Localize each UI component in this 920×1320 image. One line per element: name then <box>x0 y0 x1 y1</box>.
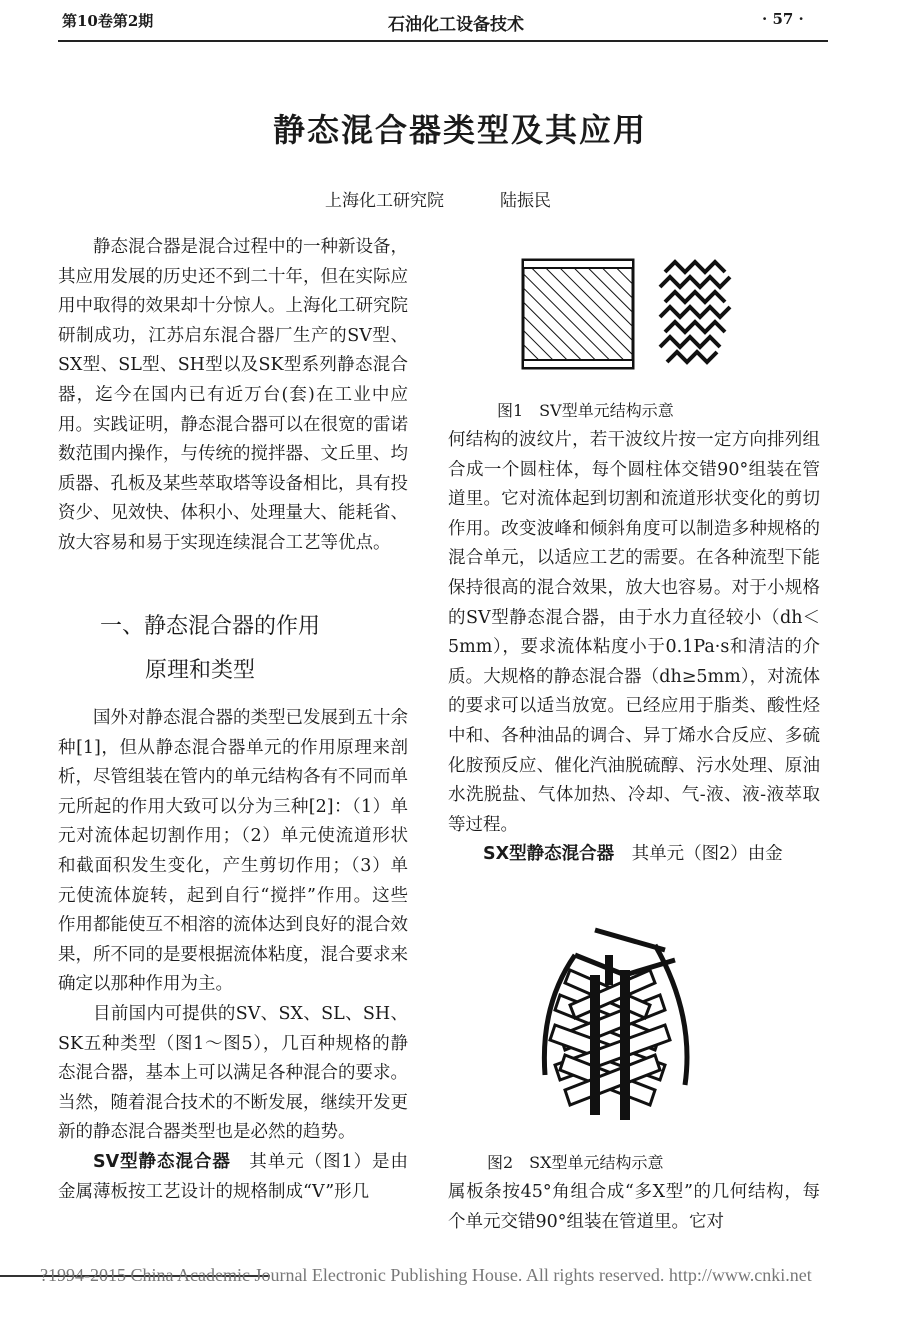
sv-corrugated-sheets <box>660 262 730 362</box>
left-column <box>58 233 408 559</box>
sx-heading: SX型静态混合器 <box>483 844 615 865</box>
author-name: 陆振民 <box>500 191 551 211</box>
journal-name: 石油化工设备技术 <box>388 15 524 35</box>
sv-heading: SV型静态混合器 <box>93 1151 231 1172</box>
section1-paragraph: 国外对静态混合器的类型已发展到五十余种[1]，但从静态混合器单元的作用原理来剖析，尽管组装在管内的单元结构各有不同而单元所起的作用大致可以分为三种[2]：（1）单元对流体起切割作用；（2）单元使流道形状和截面积发生变化，产生剪切作用；（3）单元使流体旋转，起到自行“搅拌”作用。这些作用都能使互不相溶的流体达到良好的混合效果，所不同的是要根据流体粘度，混合要求来确定以那种作用为主。 <box>58 708 408 995</box>
author-institution: 上海化工研究院 <box>325 191 444 211</box>
header-rule <box>58 40 828 42</box>
right-column-bottom <box>448 1178 820 1237</box>
figure-1-caption: 图1 SV型单元结构示意 <box>497 401 674 420</box>
section-heading-1-cont: 原理和类型 <box>145 658 256 683</box>
sv-paragraph <box>58 1148 408 1207</box>
page-number: · 57 · <box>762 10 804 28</box>
section-heading-1: 一、静态混合器的作用 <box>100 614 321 639</box>
copyright-footer: ?1994-2015 China Academic Journal Electronic Publishing House. All rights reserved. http://www.cnki.net <box>40 1265 812 1285</box>
figure-2-sx-element <box>535 915 695 1135</box>
types-paragraph: 目前国内可提供的SV、SX、SL、SH、SK五种类型（图1～图5），几百种规格的静态混合器，基本上可以满足各种混合的要求。当然，随着混合技术的不断发展，继续开发更新的静态混合器类型也是必然的趋势。 <box>58 1003 408 1143</box>
left-column-body <box>58 704 408 1207</box>
sv-text: 其单元（图1）是由金属薄板按工艺设计的规格制成“V”形几 <box>58 1151 409 1202</box>
sx-paragraph <box>448 840 820 870</box>
sx-text: 其单元（图2）由金 <box>631 844 783 865</box>
figure-2-caption: 图2 SX型单元结构示意 <box>487 1153 664 1172</box>
sv-cylinder-section <box>523 260 633 368</box>
right-column-body <box>448 426 820 870</box>
sx-continued-paragraph: 属板条按45°角组合成“多X型”的几何结构，每个单元交错90°组装在管道里。它对 <box>448 1182 820 1232</box>
figure-1-sv-element <box>515 252 815 377</box>
intro-paragraph: 静态混合器是混合过程中的一种新设备，其应用发展的历史还不到二十年，但在实际应用中取得的效果却十分惊人。上海化工研究院研制成功，江苏启东混合器厂生产的SV型、SX型、SL型、SH型以及SK型系列静态混合器，迄今在国内已有近万台(套)在工业中应用。实践证明，静态混合器可以在很宽的雷诺数范围内操作，与传统的搅拌器、文丘里、均质器、孔板及某些萃取塔等设备相比，具有投资少、见效快、体积小、处理量大、能耗省、放大容易和易于实现连续混合工艺等优点。 <box>58 237 408 553</box>
volume-issue: 第10卷第2期 <box>62 12 154 30</box>
sv-continued-paragraph: 何结构的波纹片，若干波纹片按一定方向排列组合成一个圆柱体，每个圆柱体交错90°组装在管道里。它对流体起到切割和流道形状变化的剪切作用。改变波峰和倾斜角度可以制造多种规格的混合单元，以适应工艺的需要。在各种流型下能保持很高的混合效果，放大也容易。对于小规格的SV型静态混合器，由于水力直径较小（dh＜5mm），要求流体粘度小于0.1Pa·s和清洁的介质。大规格的静态混合器（dh≥5mm），对流体的要求可以适当放宽。已经应用于脂类、酸性烃中和、各种油品的调合、异丁烯水合反应、多硫化胺预反应、催化汽油脱硫醇、污水处理、原油水洗脱盐、气体加热、冷却、气-液、液-液萃取等过程。 <box>448 430 820 835</box>
article-title: 静态混合器类型及其应用 <box>272 111 647 149</box>
